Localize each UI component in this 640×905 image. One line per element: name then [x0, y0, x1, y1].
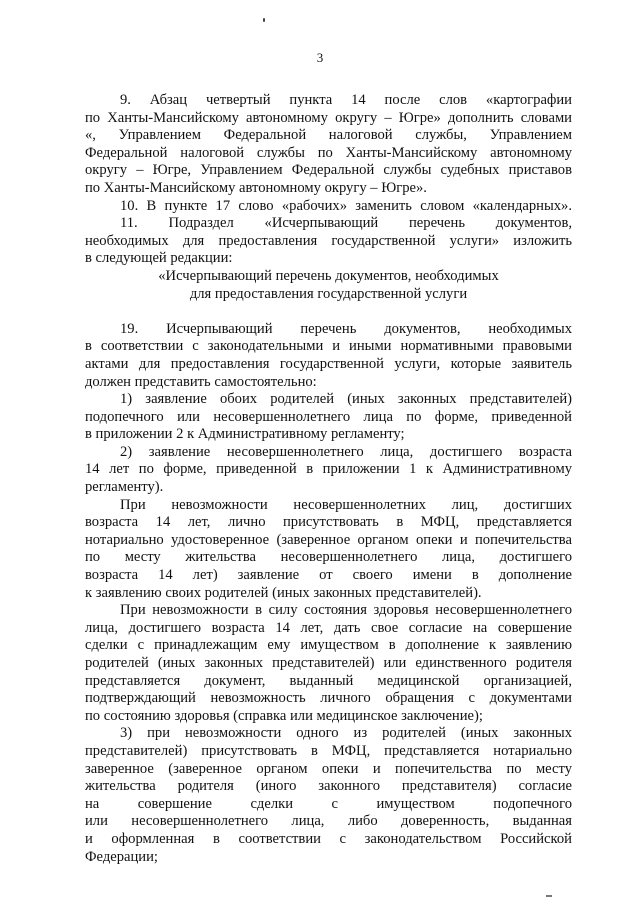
paragraph-19-line: актами для предоставления государственной услуги, которые заявитель — [85, 355, 572, 372]
list-item-1-line: 1) заявление обоих родителей (иных законных представителей) — [120, 391, 572, 408]
blank-line — [85, 303, 572, 321]
section-heading: для предоставления государственной услуги — [189, 285, 468, 302]
paragraph-b-line: сделки с принадлежащим ему имуществом в дополнение к заявлению — [85, 637, 572, 654]
paragraph-a-line: нотариально удостоверенное (заверенное органом опеки и попечительства — [85, 531, 572, 548]
list-item-3-line: и оформленная в соответствии с законодательством Российской — [85, 830, 572, 847]
paragraph-a-line: При невозможности несовершеннолетних лиц, достигших — [120, 496, 572, 513]
paragraph-a-line: возраста 14 лет) заявление от своего имени в дополнение — [85, 567, 572, 584]
paragraph-9-line: 9. Абзац четвертый пункта 14 после слов «картографии — [120, 92, 572, 108]
page-number: 3 — [316, 50, 324, 65]
list-item-2-line: 2) заявление несовершеннолетнего лица, достигшего возраста — [120, 443, 572, 460]
paragraph-11-line: необходимых для предоставления государственной услуги» изложить — [85, 232, 572, 249]
list-item-3-line: жительства родителя (иного законного представителя) согласие — [85, 778, 572, 795]
paragraph-9-line: Федеральной налоговой службы по Ханты-Мансийскому автономному — [85, 144, 572, 161]
paragraph-b-line: подтверждающий невозможность личного обращения с документами — [85, 690, 572, 707]
paragraph-9-line: по Ханты-Мансийскому автономному округу – Югре». — [85, 179, 427, 196]
list-item-1-line: в приложении 2 к Административному регламенту; — [85, 426, 405, 443]
list-item-3-line: на совершение сделки с имуществом подопечного — [85, 795, 572, 812]
list-item-2-line: регламенту). — [85, 479, 164, 496]
list-item-3-line: или несовершеннолетнего лица, либо доверенность, выданная — [85, 813, 572, 830]
paragraph-19-line: в соответствии с законодательными и иными нормативными правовыми — [85, 338, 572, 355]
paragraph-b-line: лица, достигшего возраста 14 лет, дать свое согласие на совершение — [85, 619, 572, 636]
paragraph-9-line: округу – Югре, Управлением Федеральной службы судебных приставов — [85, 162, 572, 179]
paragraph-19-line: 19. Исчерпывающий перечень документов, необходимых — [120, 320, 572, 337]
paragraph-11-line: в следующей редакции: — [85, 250, 233, 267]
section-heading: «Исчерпывающий перечень документов, необходимых — [158, 267, 499, 284]
paragraph-a-line: по месту жительства несовершеннолетнего лица, достигшего — [85, 549, 572, 566]
paragraph-11-line: 11. Подраздел «Исчерпывающий перечень документов, — [120, 215, 572, 232]
scan-speck — [546, 895, 552, 897]
document-body — [85, 92, 572, 866]
list-item-3-line: 3) при невозможности одного из родителей (иных законных — [120, 725, 572, 742]
list-item-3-line: заверенное (заверенное органом опеки и попечительства по месту — [85, 760, 572, 777]
paragraph-10-line: 10. В пункте 17 слово «рабочих» заменить словом «календарных». — [120, 197, 572, 214]
list-item-2-line: 14 лет по форме, приведенной в приложении 1 к Административному — [85, 461, 572, 478]
paragraph-9-line: «, Управлением Федеральной налоговой службы, Управлением — [85, 127, 572, 144]
scan-speck — [263, 18, 265, 22]
list-item-1-line: подопечного или несовершеннолетнего лица по форме, приведенной — [85, 408, 572, 425]
paragraph-b-line: При невозможности в силу состояния здоровья несовершеннолетнего — [120, 602, 572, 619]
paragraph-a-line: возраста 14 лет, лично присутствовать в МФЦ, представляется — [85, 514, 572, 531]
paragraph-9-line: по Ханты-Мансийскому автономному округу – Югре» дополнить словами — [85, 109, 572, 126]
paragraph-b-line: родителей (иных законных представителей) или единственного родителя — [85, 655, 572, 671]
paragraph-b-line: по состоянию здоровья (справка или медицинское заключение); — [85, 707, 483, 724]
paragraph-a-line: к заявлению своих родителей (иных законных представителей). — [85, 584, 482, 601]
list-item-3-line: представителей) присутствовать в МФЦ, представляется нотариально — [85, 742, 572, 759]
paragraph-b-line: представляется документ, выданный медицинской организацией, — [85, 672, 572, 689]
paragraph-19-line: должен представить самостоятельно: — [85, 373, 317, 390]
list-item-3-line: Федерации; — [85, 848, 158, 865]
